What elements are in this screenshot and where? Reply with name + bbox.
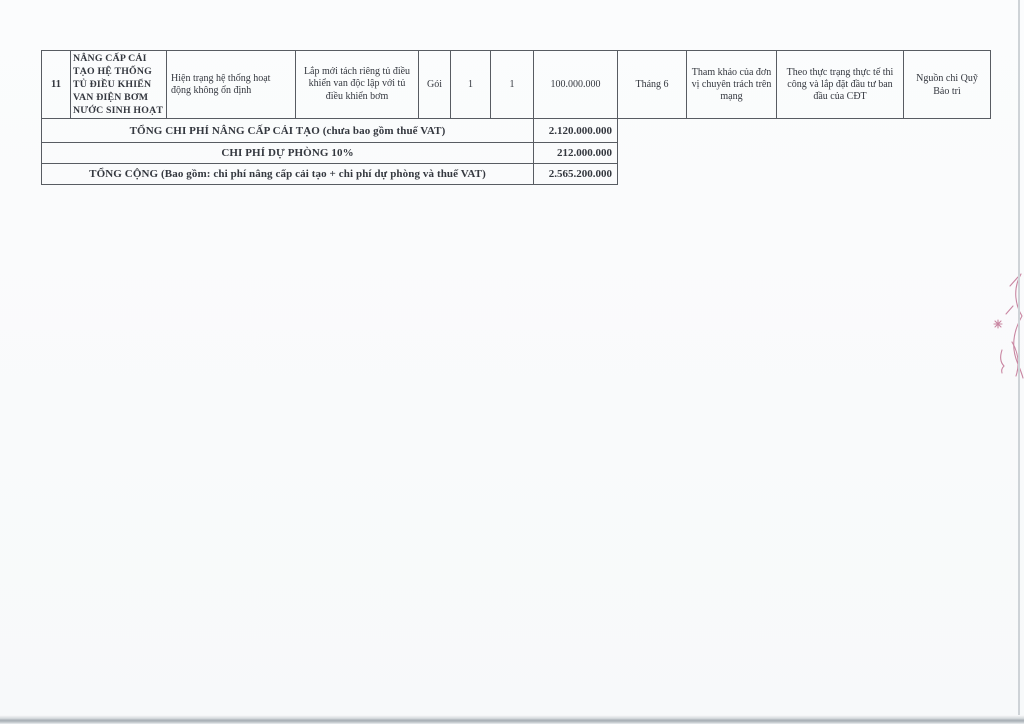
cell-current-status: Hiện trạng hệ thống hoạt động không ổn định xyxy=(167,51,296,119)
total-subtotal-label: TỔNG CHI PHÍ NÂNG CẤP CẢI TẠO (chưa bao gồm thuế VAT) xyxy=(42,119,534,143)
cell-price-basis: Tham khảo của đơn vị chuyên trách trên mạng xyxy=(687,51,777,119)
cell-row-number: 11 xyxy=(42,51,71,119)
cell-unit: Gói xyxy=(419,51,451,119)
totals-table xyxy=(41,118,618,185)
total-grand-value: 2.565.200.000 xyxy=(534,164,618,185)
total-grand-label: TỔNG CỘNG (Bao gồm: chi phí nâng cấp cải tạo + chi phí dự phòng và thuế VAT) xyxy=(42,164,534,185)
total-row-grand-total xyxy=(42,164,618,185)
total-contingency-label: CHI PHÍ DỰ PHÒNG 10% xyxy=(42,143,534,164)
total-row-subtotal xyxy=(42,119,618,143)
cell-time: Tháng 6 xyxy=(618,51,687,119)
total-row-contingency xyxy=(42,143,618,164)
total-subtotal-value: 2.120.000.000 xyxy=(534,119,618,143)
scan-page-right-edge xyxy=(1018,0,1020,716)
cell-method: Theo thực trạng thực tế thi công và lắp đặt đầu tư ban đầu của CĐT xyxy=(777,51,904,119)
cell-cost: 100.000.000 xyxy=(534,51,618,119)
scan-page-bottom-edge xyxy=(0,715,1024,724)
cell-item-name: NÂNG CẤP CẢI TẠO HỆ THỐNG TỦ ĐIỀU KHIỂN VAN ĐIỆN BƠM NƯỚC SINH HOẠT xyxy=(71,51,167,119)
cell-funding-source: Nguồn chi Quỹ Bảo trì xyxy=(904,51,991,119)
cell-volume: 1 xyxy=(491,51,534,119)
cell-solution: Lắp mới tách riêng tủ điều khiển van độc lập với tủ điều khiển bơm xyxy=(296,51,419,119)
total-contingency-value: 212.000.000 xyxy=(534,143,618,164)
table-row xyxy=(42,51,991,119)
cell-quantity: 1 xyxy=(451,51,491,119)
cost-table-row-11 xyxy=(41,50,991,119)
